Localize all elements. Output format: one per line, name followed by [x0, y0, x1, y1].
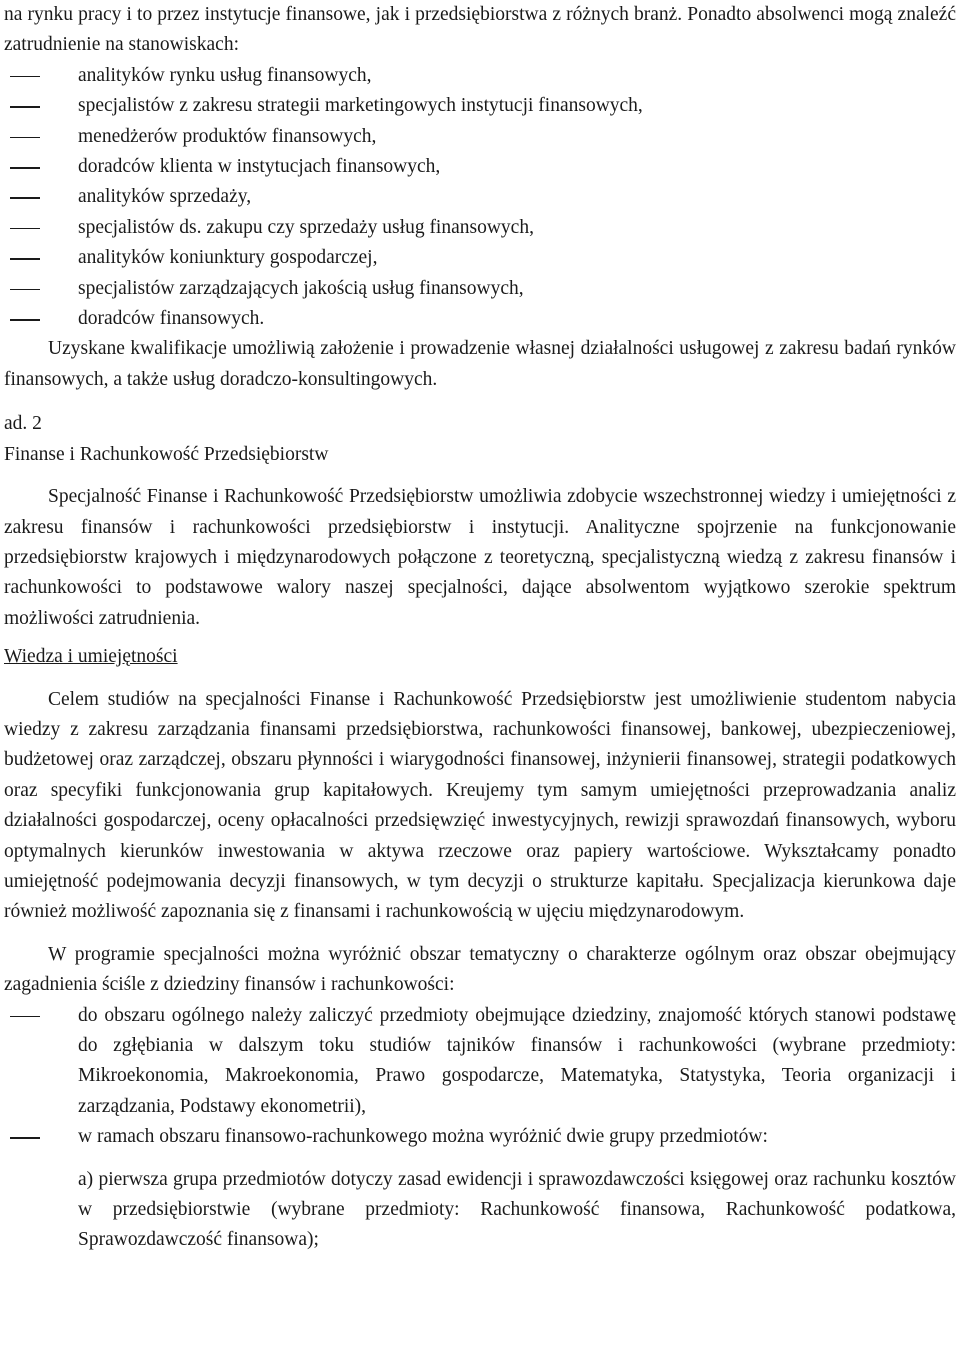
intro-paragraph: na rynku pracy i to przez instytucje finansowe, jak i przedsiębiorstwa z różnych branż. Ponadto absolwenci mogą znaleźć zatrudnienie na stanowiskach: [4, 4, 956, 56]
dash-bullet [10, 289, 40, 291]
dash-bullet [10, 137, 40, 139]
program-paragraph: W programie specjalności można wyróżnić obszar tematyczny o charakterze ogólnym oraz obszar obejmujący zagadnienia ściśle z dziedziny finansów i rachunkowości: [4, 943, 956, 996]
list-item-text: specjalistów z zakresu strategii marketingowych instytucji finansowych, [78, 95, 643, 117]
program-areas-list [4, 1001, 956, 1153]
dash-bullet [10, 1137, 40, 1139]
list-item [4, 91, 956, 121]
list-item [4, 213, 956, 243]
list-item [4, 243, 956, 273]
list-item-text: doradców klienta w instytucjach finansowych, [78, 156, 441, 178]
list-item-text: do obszaru ogólnego należy zaliczyć przedmioty obejmujące dziedziny, znajomość których stanowi podstawę do zgłębiania w dalszym toku studiów tajników finansów i rachunkowości (wybrane przedmioty: Mikroekonomia, Makroekonomia, Prawo gospodarcze, Matematyka, Statystyka, Teoria organizacji i zarządzania, Podstawy ekonometrii), [78, 1004, 956, 1117]
list-item [4, 1001, 956, 1123]
dash-bullet [10, 258, 40, 260]
dash-bullet [10, 106, 40, 108]
list-item-text: analityków koniunktury gospodarczej, [78, 247, 378, 269]
dash-bullet [10, 76, 40, 78]
list-item-text: specjalistów zarządzających jakością usług finansowych, [78, 277, 524, 299]
list-item [4, 1122, 956, 1152]
list-item: a) pierwsza grupa przedmiotów dotyczy zasad ewidencji i sprawozdawczości księgowej oraz rachunku kosztów w przedsiębiorstwie (wybrane przedmioty: Rachunkowość finansowa, Rachunkowość podatkowa, Sprawozdawczość finansowa); [78, 1168, 956, 1251]
list-item [4, 274, 956, 304]
section-label: ad. 2 [4, 413, 42, 435]
list-item [4, 304, 956, 334]
job-positions-list [4, 61, 956, 335]
section-title: Finanse i Rachunkowość Przedsiębiorstw [4, 443, 329, 465]
dash-bullet [10, 319, 40, 321]
dash-bullet [10, 197, 40, 199]
subheading-knowledge: Wiedza i umiejętności [4, 646, 178, 668]
list-item [4, 182, 956, 212]
list-item-text: w ramach obszaru finansowo-rachunkowego można wyróżnić dwie grupy przedmiotów: [78, 1126, 768, 1148]
list-item-text: analityków sprzedaży, [78, 186, 252, 208]
dash-bullet [10, 167, 40, 169]
list-item-text: doradców finansowych. [78, 308, 265, 330]
list-item [4, 122, 956, 152]
qualifications-paragraph: Uzyskane kwalifikacje umożliwią założenie i prowadzenie własnej działalności usługowej z zakresu badań rynków finansowych, a także usług doradczo-konsultingowych. [4, 338, 956, 390]
knowledge-paragraph: Celem studiów na specjalności Finanse i Rachunkowość Przedsiębiorstw jest umożliwienie studentom nabycia wiedzy z zakresu zarządzania finansami przedsiębiorstwa, rachunkowości finansowej, bankowej, ubezpieczeniowej, budżetowej oraz zarządczej, obszaru płynności i wiarygodności finansowej, inżynierii finansowej, strategii podatkowych oraz specyfiki funkcjonowania grup kapitałowych. Kreujemy tym samym umiejętności przeprowadzania analiz działalności gospodarczej, oceny opłacalności przedsięwzięć inwestycyjnych, rewizji sprawozdań finansowych, wyboru optymalnych kierunków inwestowania w aktywa rzeczowe oraz papiery wartościowe. Wykształcamy ponadto umiejętność podejmowania decyzji finansowych, w tym decyzji o strukturze kapitału. Specjalizacja kierunkowa daje również możliwość zapoznania się z finansami i rachunkowością w ujęciu międzynarodowym. [4, 688, 956, 923]
list-item [4, 152, 956, 182]
subject-groups-list [4, 1165, 956, 1256]
list-item [4, 61, 956, 91]
section-intro-paragraph: Specjalność Finanse i Rachunkowość Przedsiębiorstw umożliwia zdobycie wszechstronnej wiedzy i umiejętności z zakresu finansów i rachunkowości przedsiębiorstw i instytucji. Analityczne spojrzenie na funkcjonowanie przedsiębiorstw krajowych i międzynarodowych połączone z teoretyczną, specjalistyczną wiedzą z zakresu finansów i rachunkowości to podstawowe walory naszej specjalności, dające absolwentom wyjątkowo szerokie spektrum możliwości zatrudnienia. [4, 486, 956, 629]
list-item-text: analityków rynku usług finansowych, [78, 64, 372, 86]
list-item-text: specjalistów ds. zakupu czy sprzedaży usług finansowych, [78, 216, 534, 238]
list-item-text: menedżerów produktów finansowych, [78, 125, 377, 147]
dash-bullet [10, 228, 40, 230]
dash-bullet [10, 1016, 40, 1018]
